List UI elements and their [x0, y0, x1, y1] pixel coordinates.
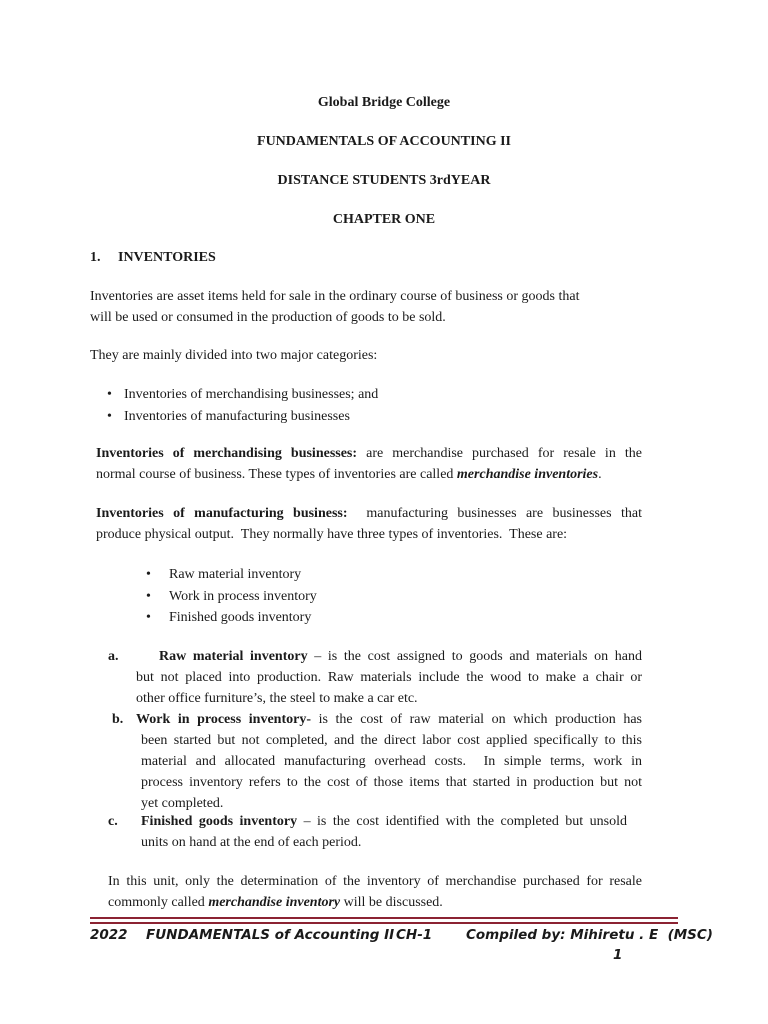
bullet-icon: • — [146, 610, 151, 625]
list-item: • Raw material inventory — [169, 564, 317, 586]
categories-list — [107, 384, 379, 427]
college-name: Global Bridge College — [317, 95, 451, 110]
item-term: Finished goods inventory — [141, 814, 298, 829]
course-title: FUNDAMENTALS OF ACCOUNTING II — [257, 134, 511, 149]
bullet-icon: • — [107, 408, 112, 424]
bullet-icon: • — [146, 588, 151, 604]
intro-line: will be used or consumed in the production of goods to be sold. — [90, 310, 446, 325]
merchandising-paragraph: Inventories of merchandising businesses: are merchandise purchased for resale in the normal course of business. These types of inventories are called merchandise inventories. — [96, 446, 642, 482]
merchandise-inventories-term: merchandise inventories — [456, 467, 599, 482]
list-item: • Finished goods inventory — [169, 607, 317, 629]
footer-rule — [90, 917, 678, 919]
item-term: Work in process inventory- — [136, 712, 311, 727]
merchandise-inventory-term: merchandise inventory — [208, 895, 341, 910]
list-item: • Inventories of merchandising businesses; and — [124, 384, 378, 406]
manufacturing-paragraph: Inventories of manufacturing business: manufacturing businesses are businesses that produce physical output. They normally have three types of inventories. These are: — [96, 506, 642, 542]
page-number: 1 — [613, 947, 623, 963]
item-term: Raw material inventory — [159, 649, 308, 664]
footer-compiled-by: Compiled by: Mihiretu . E (MSC) — [466, 927, 713, 943]
closing-paragraph: In this unit, only the determination of the inventory of merchandise purchased for resale commonly called merchandise inventory will be discussed. — [108, 874, 642, 910]
footer-year: 2022 — [90, 927, 128, 943]
item-marker: c. — [108, 814, 118, 829]
intro-line: Inventories are asset items held for sale in the ordinary course of business or goods that — [90, 289, 580, 304]
item-a: Raw material inventory – is the cost assigned to goods and materials on hand but not placed into production. Raw materials include the wood to make a chair or other office furniture’s, the steel to make a car etc. — [136, 649, 642, 706]
item-c: Finished goods inventory – is the cost identified with the completed but unsold units on hand at the end of each period. — [141, 814, 627, 850]
item-marker: b. — [112, 712, 124, 727]
footer-chapter: CH-1 — [396, 927, 433, 943]
manufacturing-term: Inventories of manufacturing business: — [96, 506, 348, 521]
list-item: • Inventories of manufacturing businesses — [124, 406, 378, 428]
categories-intro: They are mainly divided into two major categories: — [90, 348, 378, 363]
intro-paragraph — [90, 286, 650, 328]
audience-title: DISTANCE STUDENTS 3rdYEAR — [277, 173, 491, 188]
footer-rule — [90, 922, 678, 924]
section-number: 1. — [90, 250, 101, 265]
section-heading: INVENTORIES — [118, 250, 216, 265]
bullet-icon: • — [107, 387, 112, 402]
bullet-icon: • — [146, 567, 151, 582]
item-b: Work in process inventory- is the cost of raw material on which production has been started but not completed, and the direct labor cost applied specifically to this material and allocated manufacturing overhead costs. In simple terms, work in process inventory refers to the cost of those items that started in production but not yet completed. — [136, 712, 642, 811]
list-item: • Work in process inventory — [169, 586, 317, 608]
footer-course: FUNDAMENTALS of Accounting II — [146, 927, 395, 943]
item-marker: a. — [108, 649, 119, 664]
merchandising-term: Inventories of merchandising businesses: — [96, 446, 358, 461]
chapter-title: CHAPTER ONE — [332, 212, 436, 227]
inventory-types-list — [146, 564, 317, 629]
